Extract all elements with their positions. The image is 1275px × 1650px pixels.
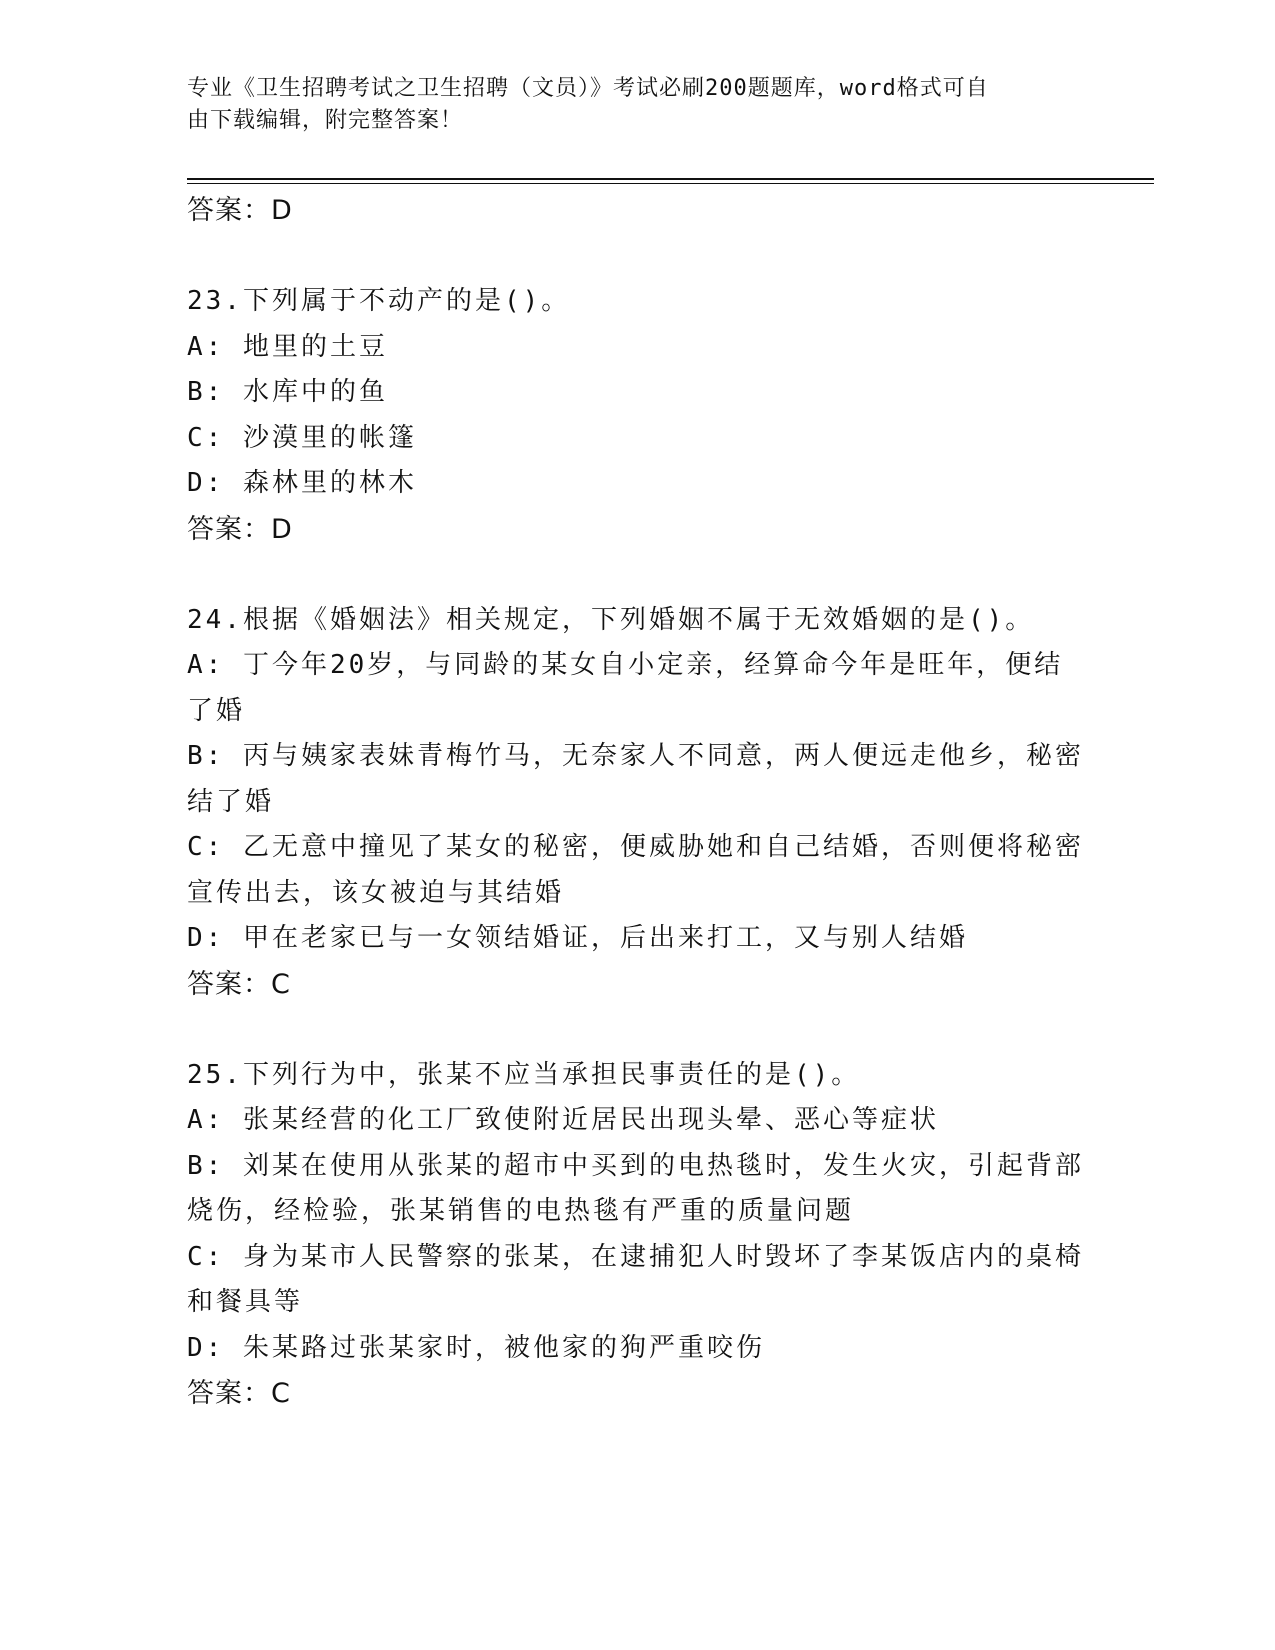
option-a — [187, 643, 1087, 734]
option-label: C: — [187, 832, 225, 862]
header-line-1: 专业《卫生招聘考试之卫生招聘（文员）》考试必刷200题题库，word格式可自 — [187, 76, 989, 101]
option-b — [187, 1144, 1087, 1235]
option-text: 丁今年20岁，与同龄的某女自小定亲，经算命今年是旺年，便结了婚 — [187, 650, 1064, 726]
question-stem: 24.根据《婚姻法》相关规定，下列婚姻不属于无效婚姻的是()。 — [187, 604, 1035, 635]
answer: 答案：C — [187, 1378, 291, 1409]
option-text: 甲在老家已与一女领结婚证，后出来打工，又与别人结婚 — [242, 923, 968, 953]
header-divider-thin — [187, 183, 1154, 184]
option-text: 张某经营的化工厂致使附近居民出现头晕、恶心等症状 — [242, 1105, 939, 1135]
option-c — [187, 825, 1087, 916]
option-label: A: — [187, 1105, 225, 1135]
question-25 — [187, 1053, 1087, 1417]
answer: 答案：D — [187, 513, 293, 545]
option-text: 地里的土豆 — [242, 331, 388, 362]
option-text: 刘某在使用从张某的超市中买到的电热毯时，发生火灾，引起背部烧伤，经检验，张某销售的电热毯有严重的质量问题 — [187, 1150, 1084, 1226]
option-c — [187, 1235, 1087, 1326]
answer: 答案：C — [187, 968, 291, 1000]
header-divider-thick — [187, 178, 1154, 180]
option-label: A: — [187, 650, 225, 680]
option-text: 森林里的林木 — [242, 468, 417, 498]
option-label: A: — [187, 331, 225, 362]
option-b — [187, 370, 1087, 416]
option-b — [187, 734, 1087, 825]
option-label: B: — [187, 1150, 225, 1181]
option-text: 丙与姨家表妹青梅竹马，无奈家人不同意，两人便远走他乡，秘密结了婚 — [187, 741, 1084, 817]
option-text: 乙无意中撞见了某女的秘密，便威胁她和自己结婚，否则便将秘密宣传出去，该女被迫与其结婚 — [187, 832, 1084, 908]
question-list — [187, 188, 1087, 1416]
option-text: 朱某路过张某家时，被他家的狗严重咬伤 — [242, 1332, 765, 1363]
question-stem: 25.下列行为中，张某不应当承担民事责任的是()。 — [187, 1059, 861, 1090]
option-label: D: — [187, 923, 225, 953]
option-d — [187, 1326, 1087, 1372]
option-text: 水库中的鱼 — [242, 377, 388, 407]
option-label: D: — [187, 1332, 225, 1363]
question-24 — [187, 598, 1087, 1007]
option-d — [187, 461, 1087, 507]
option-label: C: — [187, 1241, 225, 1272]
option-label: B: — [187, 377, 225, 407]
option-a — [187, 1098, 1087, 1144]
document-header — [187, 73, 1067, 137]
question-23 — [187, 279, 1087, 552]
option-text: 身为某市人民警察的张某，在逮捕犯人时毁坏了李某饭店内的桌椅和餐具等 — [187, 1241, 1084, 1317]
option-d — [187, 916, 1087, 962]
option-a — [187, 325, 1087, 371]
option-label: B: — [187, 741, 225, 771]
question-stem: 23.下列属于不动产的是()。 — [187, 286, 571, 316]
option-text: 沙漠里的帐篷 — [242, 422, 417, 453]
option-c — [187, 416, 1087, 462]
header-line-2: 由下载编辑，附完整答案！ — [187, 108, 464, 133]
option-label: D: — [187, 468, 225, 498]
option-label: C: — [187, 422, 225, 453]
previous-answer: 答案：D — [187, 195, 293, 226]
